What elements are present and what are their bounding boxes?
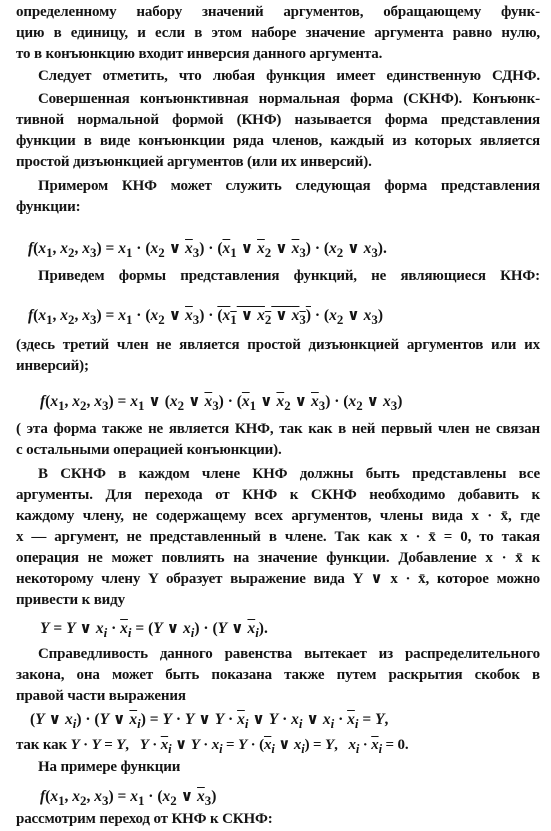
text-line: закона, она может быть показана также путем раскрытия скобок в [16,667,540,683]
text-line: правой части выражения [16,688,186,704]
text-line: определенному набору значений аргументов, обращающему функ- [16,4,540,20]
paragraph-12 [16,809,540,830]
paragraph-11 [38,757,540,778]
text-line: простой дизъюнкцией аргументов (или их инверсий). [16,154,372,170]
text-line: рассмотрим переход от КНФ к СКНФ: [16,811,273,827]
text-line: Совершенная конъюнктивная нормальная форма (СКНФ). Конъюнк- [38,91,540,107]
paragraph-8 [16,464,540,611]
text-line: инверсий); [16,358,89,374]
formula-2: $f(x_1$, $x_2$, $x_3) = x_1 \cdot (x_2$ ∨ $\overline{x}_3) \cdot (x_1$ ∨ $x_2$ ∨ $x_3) \cdot (x_2$ ∨ $x_3$) [28,307,383,328]
paragraph-9 [16,644,540,707]
text-line: Справедливость данного равенства вытекает из распределительного [38,646,540,662]
paragraph-7 [16,419,540,461]
text-line: функции: [16,199,81,215]
text-line: ( эта форма также не является КНФ, так как в ней первый член не связан [16,421,540,437]
paragraph-2 [38,66,540,87]
text-line: Следует отметить, что любая функция имеет единственную СДНФ. [38,68,540,84]
text-line: некоторому члену Y образует выражение вида Y ∨ x · x̄, которое можно [16,571,540,587]
text-line: В СКНФ в каждом члене КНФ должны быть представлены все [38,466,540,482]
text-line: так как Y · Y = Y, $Y \cdot \overline{x}_i$ ∨ $Y \cdot x_i = Y \cdot (\overline{x}_i$ ∨ $x_i) = Y$, $x_i \cdot \overline{x}_i = 0$. [16,737,409,756]
formula-5: (Y ∨ $x_i) \cdot (Y$ ∨ $\overline{x}_i) = Y \cdot Y$ ∨ $Y \cdot \overline{x}_i$ ∨ $Y \cdot x_i$ ∨ $x_i \cdot \overline{x}_i = Y$, [30,711,389,732]
text-line: x — аргумент, не представленный в члене. Так как x · x̄ = 0, то такая [16,529,540,545]
paragraph-4 [16,176,540,218]
paragraph-3 [16,89,540,173]
text-line: Примером КНФ может служить следующая форма представления [38,178,540,194]
paragraph-5 [38,266,540,287]
text-line: каждому члену, не содержащему всех аргументов, члены вида x · x̄, где [16,508,540,524]
text-line: На примере функции [38,759,181,775]
formula-6: $f(x_1$, $x_2$, $x_3) = x_1 \cdot (x_2$ ∨ $\overline{x}_3$) [40,788,217,809]
text-line: с остальными операцией конъюнкции). [16,442,282,458]
text-line: аргументы. Для перехода от КНФ к СКНФ необходимо добавить к [16,487,540,503]
paragraph-6 [16,335,540,377]
text-line: тивной нормальной формой (КНФ) называется форма представления [16,112,540,128]
text-line: привести к виду [16,592,125,608]
paragraph-1 [16,2,540,65]
text-line: (здесь третий член не является простой дизъюнкцией аргументов или их [16,337,540,353]
text-line: Приведем формы представления функций, не являющиеся КНФ: [38,268,540,284]
text-line: функции в виде конъюнкции ряда членов, каждый из которых является [16,133,540,149]
formula-1: $f(x_1$, $x_2$, $x_3) = x_1 \cdot (x_2$ ∨ $\overline{x}_3) \cdot (\overline{x}_1$ ∨ $\overline{x}_2$ ∨ $\overline{x}_3) \cdot (x_2$ ∨ $x_3$). [28,240,387,261]
text-line: то в конъюнкцию входит инверсия данного аргумента. [16,46,383,62]
formula-4: Y = Y ∨ $x_i \cdot \overline{x}_i = (Y$ ∨ $x_i) \cdot (Y$ ∨ $\overline{x}_i$). [40,620,268,641]
text-line: цию в единицу, и если в этом наборе значение аргумента равно нулю, [16,25,540,41]
text-line: операция не может повлиять на значение функции. Добавление x · x̄ к [16,550,540,566]
formula-3: $f(x_1$, $x_2$, $x_3) = x_1$ ∨ ($x_2$ ∨ $\overline{x}_3) \cdot (\overline{x}_1$ ∨ $\overline{x}_2$ ∨ $\overline{x}_3) \cdot (x_2$ ∨ $x_3$) [40,393,403,414]
